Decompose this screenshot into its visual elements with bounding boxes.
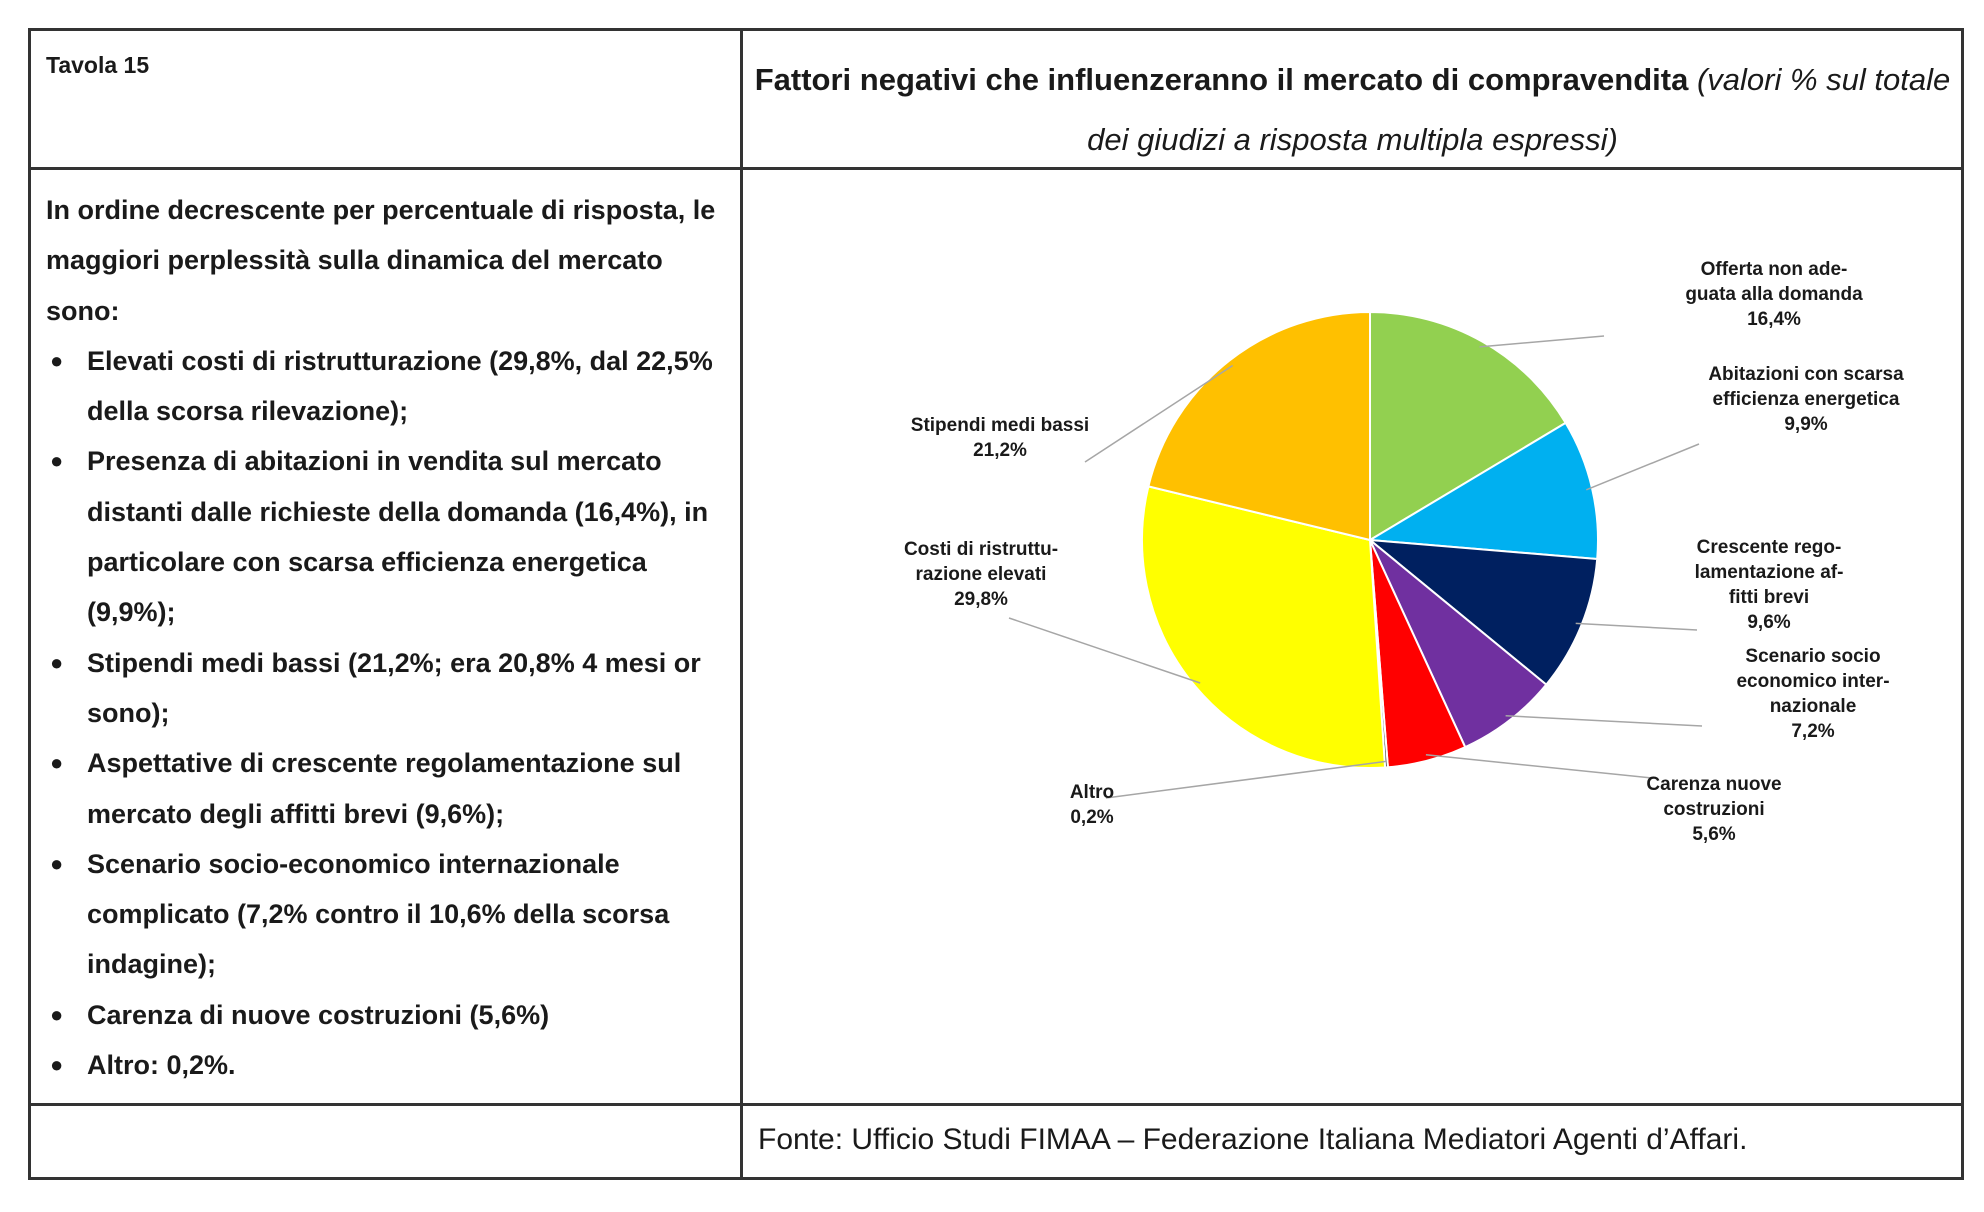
leader-line bbox=[1586, 444, 1699, 490]
slice-label bbox=[1708, 364, 1904, 435]
slice-label-line: efficienza energetica bbox=[1712, 389, 1900, 410]
leader-line bbox=[1480, 336, 1605, 347]
slice-label-line: Offerta non ade- bbox=[1700, 259, 1848, 280]
bullet-icon: ● bbox=[50, 1001, 64, 1027]
list-item bbox=[46, 436, 736, 637]
slice-label-line: 9,9% bbox=[1784, 414, 1828, 435]
slice-label-line: Altro bbox=[1069, 782, 1115, 803]
slice-label-line: economico inter- bbox=[1736, 671, 1890, 692]
source-note: Fonte: Ufficio Studi FIMAA – Federazione Italiana Mediatori Agenti d’Affari. bbox=[758, 1123, 1748, 1156]
leader-line bbox=[1106, 761, 1386, 798]
slice-label-line: costruzioni bbox=[1663, 799, 1765, 820]
factor-list bbox=[46, 336, 736, 1090]
slice-label bbox=[1736, 646, 1889, 742]
slice-label-line: Crescente rego- bbox=[1696, 537, 1842, 558]
list-item-text: Altro: 0,2%. bbox=[87, 1050, 236, 1081]
chart-title bbox=[745, 50, 1960, 170]
leader-line bbox=[1426, 755, 1652, 778]
title-note: (valori % sul totale dei giudizi a risposta multipla espressi) bbox=[1087, 62, 1951, 157]
slice-label-line: 0,2% bbox=[1070, 807, 1114, 828]
table-number: Tavola 15 bbox=[46, 52, 150, 78]
slice-label-line: Costi di ristruttu- bbox=[903, 539, 1059, 560]
slice-label bbox=[1646, 774, 1781, 845]
slice-label bbox=[1695, 537, 1844, 633]
slice-label-line: 29,8% bbox=[954, 589, 1008, 610]
slice-label-line: Abitazioni con scarsa bbox=[1708, 364, 1904, 385]
list-item bbox=[46, 638, 736, 739]
slice-label-line: 9,6% bbox=[1747, 612, 1791, 633]
list-item bbox=[46, 990, 736, 1040]
slice-label bbox=[1070, 782, 1114, 828]
bullet-icon: ● bbox=[50, 347, 64, 373]
slice-label bbox=[911, 415, 1089, 461]
list-item bbox=[46, 1040, 736, 1090]
slice-label-line: Carenza nuove bbox=[1646, 774, 1782, 795]
slice-label-line: 21,2% bbox=[973, 440, 1027, 461]
slice-label-line: guata alla domanda bbox=[1685, 284, 1863, 305]
slice-label-line: Scenario socio bbox=[1745, 646, 1881, 667]
list-item bbox=[46, 839, 736, 990]
column-divider bbox=[740, 28, 743, 1180]
slice-label-line: nazionale bbox=[1769, 696, 1857, 717]
pie-chart bbox=[744, 172, 1958, 1100]
description-intro: In ordine decrescente per percentuale di risposta, le maggiori perplessità sulla dinamica del mercato sono: bbox=[46, 195, 716, 326]
bullet-icon: ● bbox=[50, 448, 64, 474]
slice-label-line: lamentazione af- bbox=[1694, 562, 1844, 583]
title-main: Fattori negativi che influenzeranno il mercato di compravendita bbox=[754, 62, 1689, 97]
slice-label-line: fitti brevi bbox=[1728, 587, 1810, 608]
slice-label-line: 5,6% bbox=[1692, 824, 1736, 845]
slice-label bbox=[1685, 259, 1863, 330]
list-item-text: Carenza di nuove costruzioni (5,6%) bbox=[87, 999, 550, 1030]
list-item-text: Presenza di abitazioni in vendita sul mercato distanti dalle richieste della domanda (16,4%), in particolare con scarsa efficienza energetica (9,9%); bbox=[87, 446, 709, 628]
slice-label-line: 16,4% bbox=[1747, 309, 1801, 330]
slice-label-line: Stipendi medi bassi bbox=[910, 415, 1090, 436]
slice-label-line: razione elevati bbox=[915, 564, 1047, 585]
list-item-text: Aspettative di crescente regolamentazione sul mercato degli affitti brevi (9,6%); bbox=[87, 748, 682, 829]
bullet-icon: ● bbox=[50, 750, 64, 776]
list-item-text: Scenario socio-economico internazionale complicato (7,2% contro il 10,6% della scorsa indagine); bbox=[87, 848, 670, 980]
slice-label-line: 7,2% bbox=[1791, 721, 1835, 742]
leader-line bbox=[1506, 716, 1702, 726]
list-item-text: Stipendi medi bassi (21,2%; era 20,8% 4 mesi or sono); bbox=[87, 647, 701, 728]
list-item-text: Elevati costi di ristrutturazione (29,8%, dal 22,5% della scorsa rilevazione); bbox=[87, 345, 713, 427]
list-item bbox=[46, 336, 736, 437]
slice-label bbox=[904, 539, 1058, 610]
bullet-icon: ● bbox=[50, 1052, 64, 1078]
row-divider-bottom bbox=[28, 1103, 1964, 1106]
bullet-icon: ● bbox=[50, 850, 64, 876]
description-panel bbox=[46, 185, 736, 1090]
list-item bbox=[46, 738, 736, 839]
bullet-icon: ● bbox=[50, 649, 64, 675]
leader-line bbox=[1576, 623, 1697, 630]
